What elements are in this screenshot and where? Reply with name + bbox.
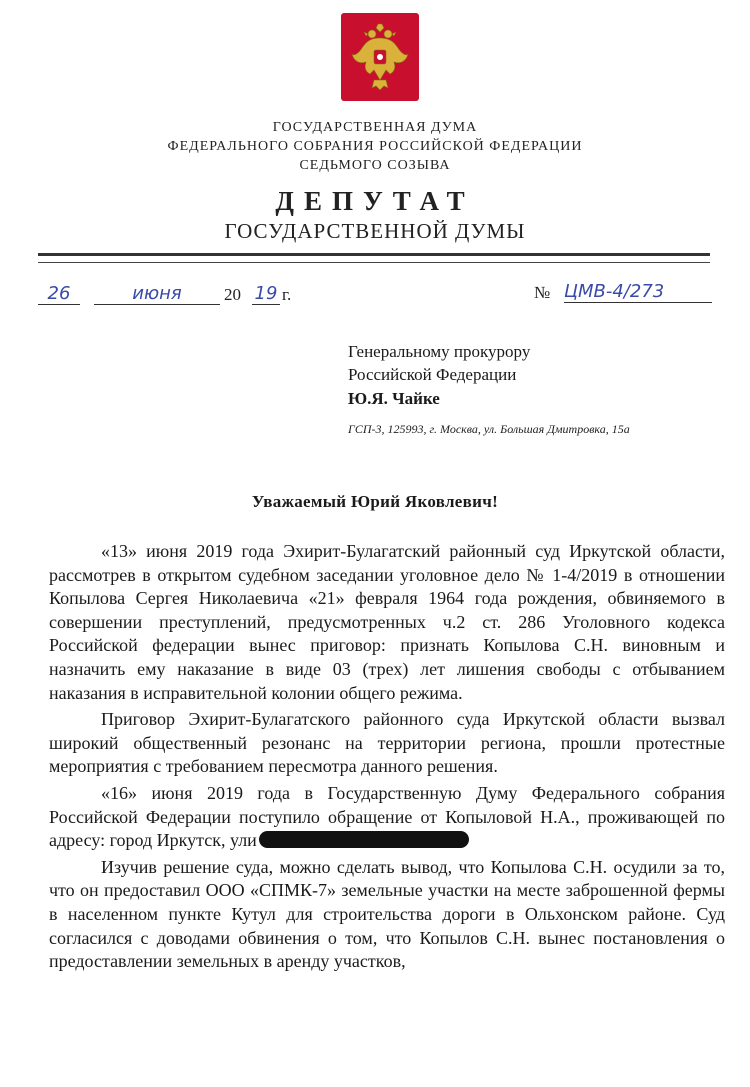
double-headed-eagle-icon (348, 20, 412, 94)
coat-of-arms-icon (341, 13, 419, 101)
deputy-title: ДЕПУТАТ (275, 186, 475, 216)
addressee-position: Генеральному прокурору (348, 342, 531, 361)
letterhead-divider-thick (38, 253, 710, 256)
redaction-mark (259, 831, 469, 848)
salutation: Уважаемый Юрий Яковлевич! (251, 492, 499, 511)
number-value: ЦМВ-4/273 (564, 281, 712, 303)
org-line-duma: ГОСУДАРСТВЕННАЯ ДУМА (272, 120, 478, 135)
body-paragraph-3 (49, 782, 725, 853)
body-paragraph-4: Изучив решение суда, можно сделать вывод, что Копылова С.Н. осудили за то, что он предоставил ООО «СПМК-7» земельные участки на месте заброшенной фермы в населенном пункте Кутул для строительства дороги в Ольхонском районе. Суд согласился с доводами обвинения о том, что Копылов С.Н. вынес постановления о предоставлении земельных в аренду участков, (49, 856, 725, 972)
letter-body (49, 540, 725, 977)
body-paragraph-1: «13» июня 2019 года Эхирит-Булагатский районный суд Иркутской области, рассмотрев в открытом судебном заседании уголовное дело № 1-4/2019 в отношении Копылова Сергея Николаевича «21» февраля 1964 года рождения, обвиняемого в совершении преступлений, предусмотренных ч.2 ст. 286 Уголовного кодекса Российской федерации вынес приговор: признать Копылова С.Н. виновным и назначить ему наказание в виде 03 (трех) лет лишения свободы с отбыванием наказания в исправительной колонии общего режима. (49, 541, 725, 703)
addressee-country: Российской Федерации (348, 365, 517, 384)
org-line-federal-assembly: ФЕДЕРАЛЬНОГО СОБРАНИЯ РОССИЙСКОЙ ФЕДЕРАЦИИ (167, 139, 583, 154)
date-year-suffix: 19 (252, 283, 280, 305)
org-line-convocation: СЕДЬМОГО СОЗЫВА (299, 158, 451, 173)
letterhead-divider-thin (38, 262, 710, 263)
date-day: 26 (38, 283, 80, 305)
deputy-subtitle: ГОСУДАРСТВЕННОЙ ДУМЫ (224, 219, 526, 243)
body-paragraph-2: Приговор Эхирит-Булагатского районного суда Иркутской области вызвал широкий общественный резонанс на территории региона, прошли протестные мероприятия с требованием пересмотра данного решения. (49, 709, 725, 777)
addressee-name: Ю.Я. Чайке (348, 389, 440, 408)
number-label: № (534, 283, 551, 302)
date-month: июня (94, 283, 220, 305)
date-year-prefix: 20 (224, 285, 241, 304)
addressee-postal-address: ГСП-3, 125993, г. Москва, ул. Большая Дмитровка, 15а (348, 422, 630, 436)
body-paragraph-3-text: «16» июня 2019 года в Государственную Думу Федерального собрания Российской Федерации поступило обращение от Копыловой Н.А., проживающей по адресу: город Иркутск, ули (49, 782, 725, 851)
date-year-abbrev: г. (282, 285, 292, 304)
